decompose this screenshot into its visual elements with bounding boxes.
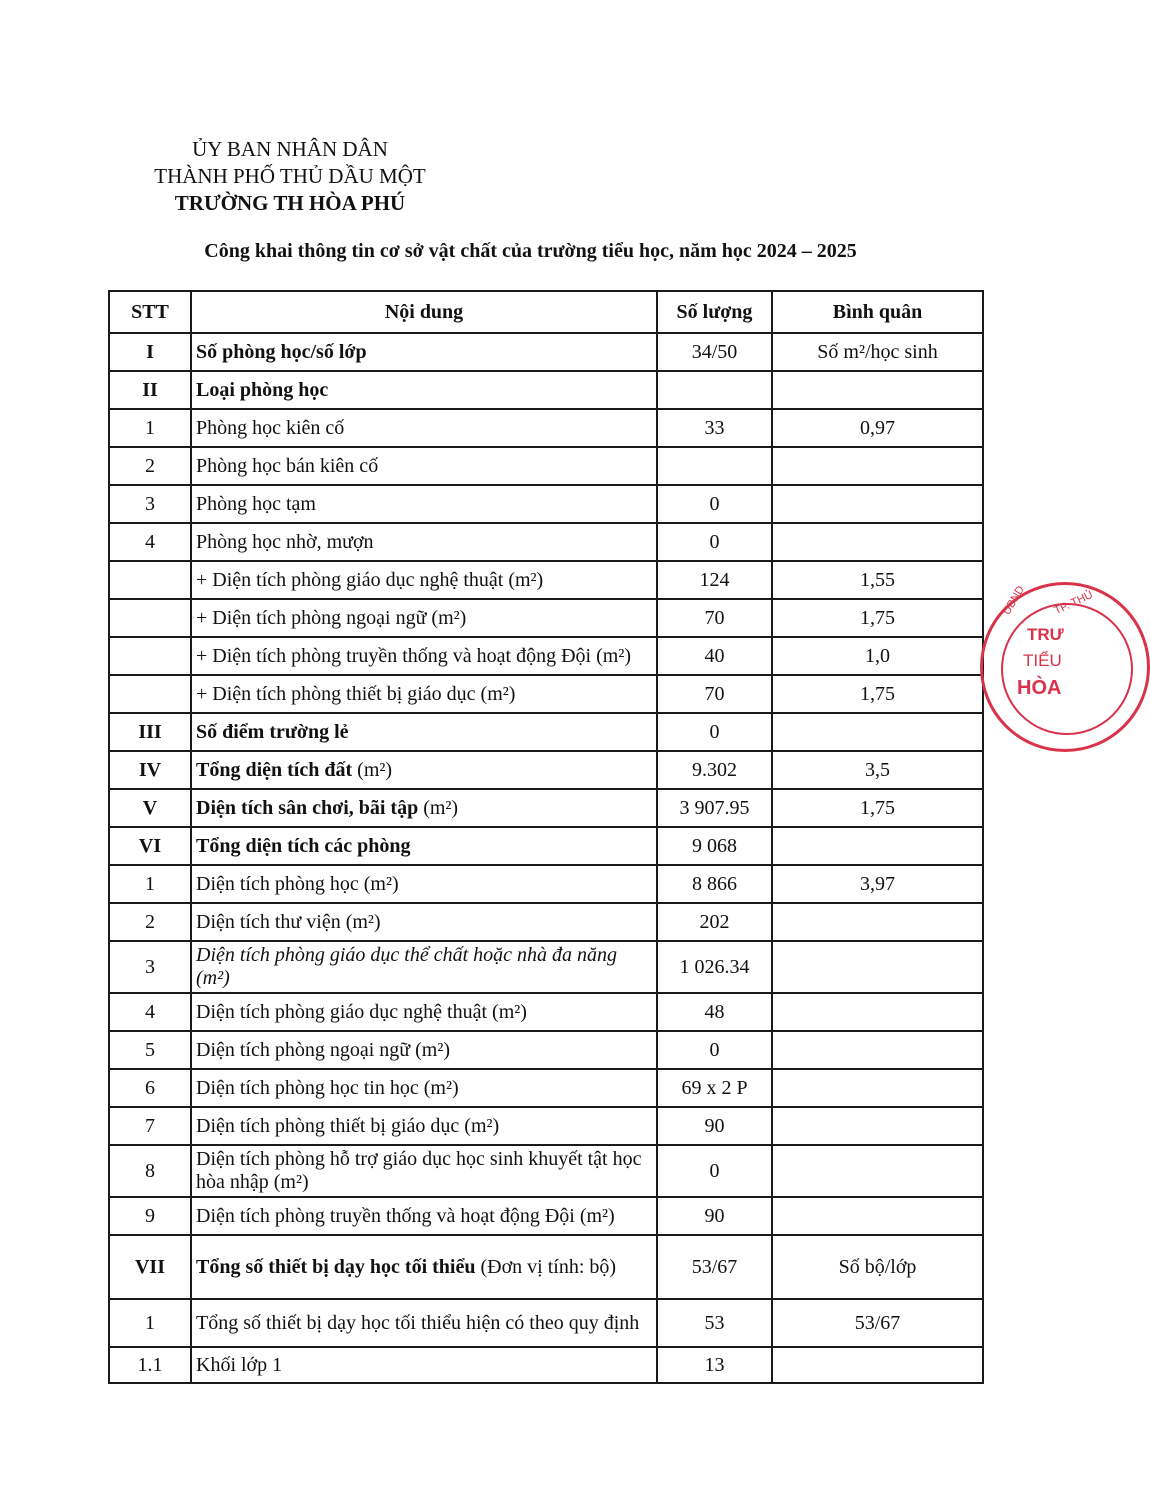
authority-line-1: ỦY BAN NHÂN DÂN xyxy=(192,137,388,161)
average-cell xyxy=(772,1347,983,1383)
table-row xyxy=(109,333,983,371)
stt-cell: 1 xyxy=(109,865,191,903)
stt-cell: 4 xyxy=(109,993,191,1031)
unit-text: (m²) xyxy=(352,758,393,781)
average-cell: 1,75 xyxy=(772,675,983,713)
quantity-cell: 8 866 xyxy=(657,865,772,903)
stt-cell xyxy=(109,637,191,675)
average-cell xyxy=(772,485,983,523)
table-row xyxy=(109,751,983,789)
quantity-cell: 33 xyxy=(657,409,772,447)
average-cell: 1,0 xyxy=(772,637,983,675)
average-cell: 1,55 xyxy=(772,561,983,599)
quantity-cell: 70 xyxy=(657,675,772,713)
average-cell xyxy=(772,523,983,561)
quantity-cell: 3 907.95 xyxy=(657,789,772,827)
content-cell: Diện tích phòng học tin học (m²) xyxy=(191,1069,657,1107)
quantity-cell: 53/67 xyxy=(657,1235,772,1299)
quantity-cell: 0 xyxy=(657,1145,772,1197)
seal-arc-left: UBND xyxy=(1001,584,1027,617)
average-cell: Số bộ/lớp xyxy=(772,1235,983,1299)
average-cell xyxy=(772,447,983,485)
content-cell: + Diện tích phòng ngoại ngữ (m²) xyxy=(191,599,657,637)
content-cell: Phòng học tạm xyxy=(191,485,657,523)
content-cell: Diện tích phòng giáo dục nghệ thuật (m²) xyxy=(191,993,657,1031)
school-seal-stamp xyxy=(980,582,1150,752)
quantity-cell: 48 xyxy=(657,993,772,1031)
quantity-cell xyxy=(657,447,772,485)
quantity-cell: 40 xyxy=(657,637,772,675)
stt-cell: 5 xyxy=(109,1031,191,1069)
table-row xyxy=(109,789,983,827)
content-cell: Loại phòng học xyxy=(191,371,657,409)
table-header-row xyxy=(109,291,983,333)
average-cell: 3,5 xyxy=(772,751,983,789)
average-cell xyxy=(772,1107,983,1145)
table-row xyxy=(109,447,983,485)
table-row xyxy=(109,1197,983,1235)
quantity-cell: 13 xyxy=(657,1347,772,1383)
quantity-cell xyxy=(657,371,772,409)
average-cell: 3,97 xyxy=(772,865,983,903)
content-cell: Diện tích phòng ngoại ngữ (m²) xyxy=(191,1031,657,1069)
quantity-cell: 90 xyxy=(657,1107,772,1145)
average-cell xyxy=(772,371,983,409)
stt-cell: IV xyxy=(109,751,191,789)
table-row xyxy=(109,903,983,941)
quantity-cell: 53 xyxy=(657,1299,772,1347)
quantity-cell: 0 xyxy=(657,1031,772,1069)
stt-cell: I xyxy=(109,333,191,371)
average-cell xyxy=(772,993,983,1031)
seal-arc-top: TP. THỦ xyxy=(1052,588,1095,618)
quantity-cell: 34/50 xyxy=(657,333,772,371)
content-cell: Phòng học nhờ, mượn xyxy=(191,523,657,561)
table-row xyxy=(109,865,983,903)
stt-cell: 4 xyxy=(109,523,191,561)
quantity-cell: 202 xyxy=(657,903,772,941)
quantity-cell: 9 068 xyxy=(657,827,772,865)
content-cell: Diện tích phòng thiết bị giáo dục (m²) xyxy=(191,1107,657,1145)
stt-cell: 2 xyxy=(109,903,191,941)
stt-cell: 8 xyxy=(109,1145,191,1197)
stt-cell: V xyxy=(109,789,191,827)
stt-cell: 1 xyxy=(109,1299,191,1347)
content-text: Tổng diện tích đất xyxy=(196,758,353,781)
average-cell xyxy=(772,1031,983,1069)
unit-text: (Đơn vị tính: bộ) xyxy=(475,1255,617,1278)
content-cell: Tổng số thiết bị dạy học tối thiểu hiện có theo quy định xyxy=(191,1299,657,1347)
seal-line-2: TIỂU xyxy=(1023,651,1062,670)
stt-cell: 6 xyxy=(109,1069,191,1107)
stt-cell xyxy=(109,599,191,637)
table-row xyxy=(109,599,983,637)
content-cell: + Diện tích phòng thiết bị giáo dục (m²) xyxy=(191,675,657,713)
content-cell: Khối lớp 1 xyxy=(191,1347,657,1383)
quantity-cell: 90 xyxy=(657,1197,772,1235)
stt-cell: VII xyxy=(109,1235,191,1299)
table-row xyxy=(109,827,983,865)
quantity-cell: 9.302 xyxy=(657,751,772,789)
stt-cell: II xyxy=(109,371,191,409)
average-cell xyxy=(772,1197,983,1235)
content-cell xyxy=(191,1235,657,1299)
quantity-cell: 69 x 2 P xyxy=(657,1069,772,1107)
average-cell: 0,97 xyxy=(772,409,983,447)
average-cell xyxy=(772,903,983,941)
average-cell xyxy=(772,1069,983,1107)
average-cell: 53/67 xyxy=(772,1299,983,1347)
school-name: TRƯỜNG TH HÒA PHÚ xyxy=(174,191,406,215)
stt-cell: 9 xyxy=(109,1197,191,1235)
table-row xyxy=(109,371,983,409)
content-cell: Số phòng học/số lớp xyxy=(191,333,657,371)
table-row xyxy=(109,637,983,675)
stt-cell: VI xyxy=(109,827,191,865)
stt-cell: 1.1 xyxy=(109,1347,191,1383)
content-text: Tổng số thiết bị dạy học tối thiểu xyxy=(196,1255,476,1278)
document-title: Công khai thông tin cơ sở vật chất của trường tiểu học, năm học 2024 – 2025 xyxy=(204,240,857,262)
issuing-authority-header xyxy=(110,136,470,217)
quantity-cell: 0 xyxy=(657,485,772,523)
table-row xyxy=(109,1031,983,1069)
quantity-cell: 1 026.34 xyxy=(657,941,772,993)
content-cell xyxy=(191,751,657,789)
stt-cell: 7 xyxy=(109,1107,191,1145)
table-row xyxy=(109,1145,983,1197)
content-cell xyxy=(191,789,657,827)
table-row xyxy=(109,409,983,447)
table-row xyxy=(109,523,983,561)
seal-line-1: TRƯ xyxy=(1027,625,1064,644)
header-stt: STT xyxy=(109,291,191,333)
table-row xyxy=(109,1235,983,1299)
header-quantity: Số lượng xyxy=(657,291,772,333)
table-row xyxy=(109,1347,983,1383)
average-cell: 1,75 xyxy=(772,789,983,827)
content-cell: + Diện tích phòng truyền thống và hoạt động Đội (m²) xyxy=(191,637,657,675)
stt-cell: 2 xyxy=(109,447,191,485)
content-cell: Số điểm trường lẻ xyxy=(191,713,657,751)
stt-cell: 1 xyxy=(109,409,191,447)
stt-cell: 3 xyxy=(109,941,191,993)
stt-cell: 3 xyxy=(109,485,191,523)
quantity-cell: 124 xyxy=(657,561,772,599)
table-row xyxy=(109,993,983,1031)
quantity-cell: 0 xyxy=(657,713,772,751)
stt-cell xyxy=(109,561,191,599)
average-cell xyxy=(772,941,983,993)
table-row xyxy=(109,1107,983,1145)
average-cell xyxy=(772,713,983,751)
table-row xyxy=(109,1069,983,1107)
average-cell: 1,75 xyxy=(772,599,983,637)
content-cell: Diện tích phòng hỗ trợ giáo dục học sinh khuyết tật học hòa nhập (m²) xyxy=(191,1145,657,1197)
facilities-table xyxy=(108,290,984,1384)
stt-cell: III xyxy=(109,713,191,751)
table-row xyxy=(109,941,983,993)
content-cell: Diện tích phòng giáo dục thể chất hoặc nhà đa năng (m²) xyxy=(191,941,657,993)
table-row xyxy=(109,1299,983,1347)
authority-line-2: THÀNH PHỐ THỦ DẦU MỘT xyxy=(154,164,426,188)
content-text: Diện tích sân chơi, bãi tập xyxy=(196,796,419,819)
unit-text: (m²) xyxy=(418,796,459,819)
quantity-cell: 70 xyxy=(657,599,772,637)
table-row xyxy=(109,713,983,751)
seal-line-3: HÒA xyxy=(1017,677,1062,699)
content-cell: Diện tích phòng học (m²) xyxy=(191,865,657,903)
content-cell: Diện tích phòng truyền thống và hoạt động Đội (m²) xyxy=(191,1197,657,1235)
quantity-cell: 0 xyxy=(657,523,772,561)
seal-inner-ring xyxy=(1001,603,1133,735)
content-cell: Phòng học bán kiên cố xyxy=(191,447,657,485)
average-cell xyxy=(772,827,983,865)
header-average: Bình quân xyxy=(772,291,983,333)
content-cell: Phòng học kiên cố xyxy=(191,409,657,447)
table-row xyxy=(109,561,983,599)
stt-cell xyxy=(109,675,191,713)
average-cell: Số m²/học sinh xyxy=(772,333,983,371)
content-cell: + Diện tích phòng giáo dục nghệ thuật (m²) xyxy=(191,561,657,599)
header-content: Nội dung xyxy=(191,291,657,333)
table-row xyxy=(109,485,983,523)
table-row xyxy=(109,675,983,713)
content-cell: Diện tích thư viện (m²) xyxy=(191,903,657,941)
average-cell xyxy=(772,1145,983,1197)
content-cell: Tổng diện tích các phòng xyxy=(191,827,657,865)
